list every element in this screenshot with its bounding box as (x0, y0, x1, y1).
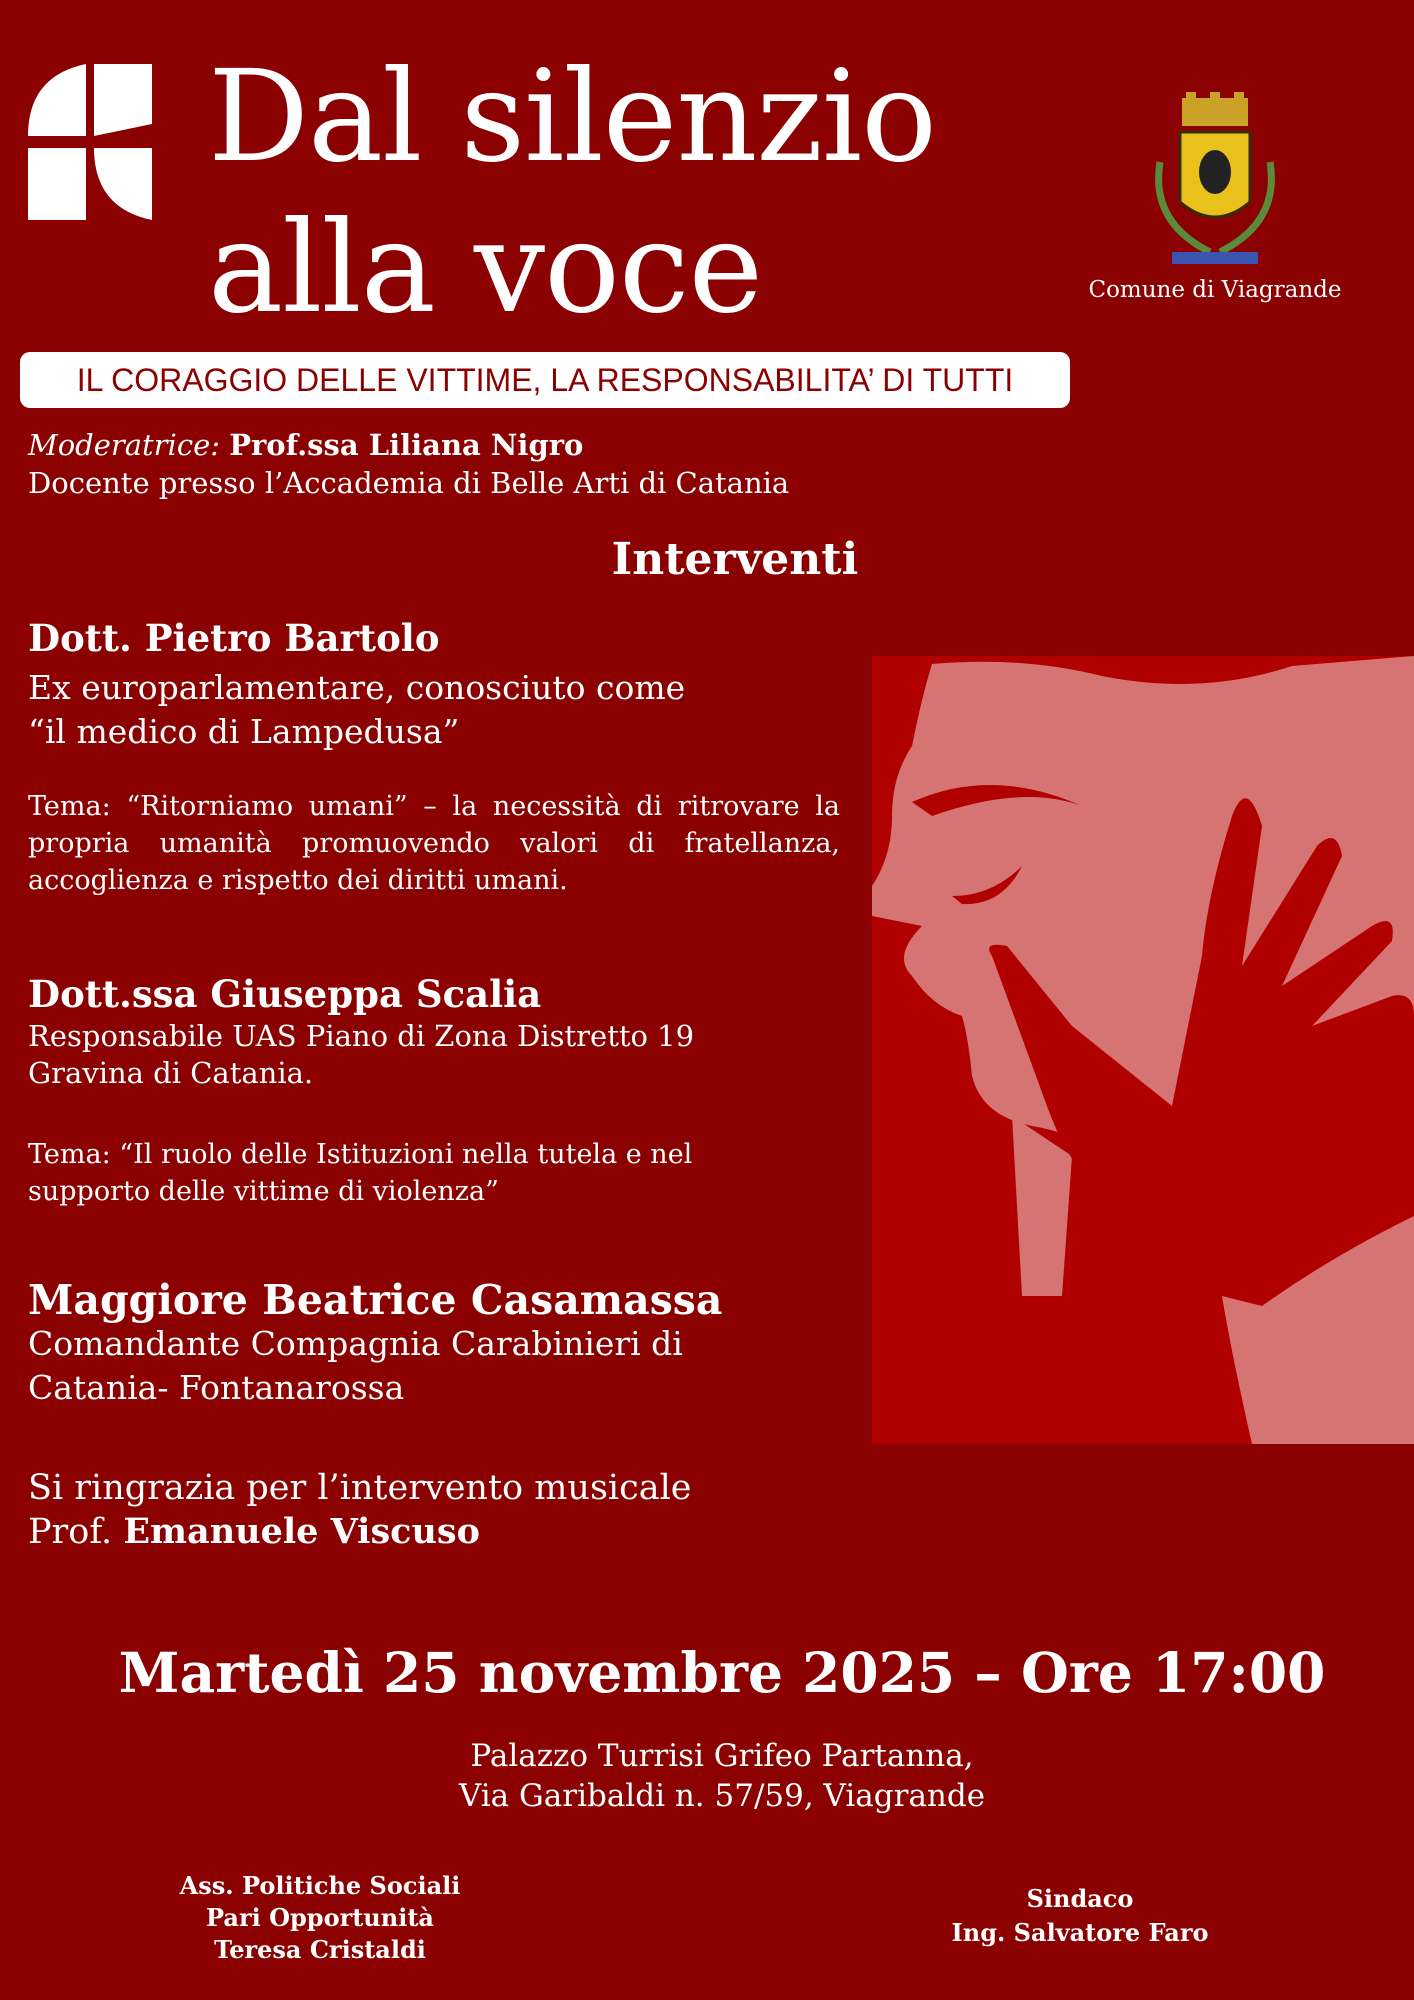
speaker-name: Dott.ssa Giuseppa Scalia (28, 972, 542, 1016)
speaker-role-line: Responsabile UAS Piano di Zona Distretto 19 (28, 1019, 695, 1053)
speaker-role-line: Catania- Fontanarossa (28, 1368, 405, 1407)
speaker-topic (28, 1136, 692, 1210)
assessore-signature (130, 1870, 510, 1966)
event-datetime: Martedì 25 novembre 2025 – Ore 17:00 (118, 1640, 1326, 1705)
musician-name: Emanuele Viscuso (123, 1511, 480, 1552)
speaker-role (28, 666, 685, 754)
assessore-line: Pari Opportunità (206, 1903, 434, 1932)
moderator-description: Docente presso l’Accademia di Belle Arti di Catania (28, 466, 790, 500)
moderator-label: Moderatrice: (28, 428, 220, 462)
thanks-line: Si ringrazia per l’intervento musicale (28, 1468, 692, 1508)
event-title-line1: Dal silenzio (208, 43, 937, 190)
speakers-heading: Interventi (611, 534, 859, 585)
speaker-name: Dott. Pietro Bartolo (28, 616, 440, 660)
speaker-topic-line: Tema: “Il ruolo delle Istituzioni nella tutela e nel (28, 1139, 693, 1170)
event-venue (0, 1736, 1414, 1816)
municipality-name: Comune di Viagrande (1088, 277, 1342, 303)
speaker-topic-line: supporto delle vittime di violenza” (28, 1176, 499, 1207)
venue-line: Palazzo Turrisi Grifeo Partanna, (470, 1738, 974, 1774)
mayor-title: Sindaco (1026, 1884, 1134, 1913)
silenced-face-illustration (872, 656, 1414, 1444)
thanks-note (28, 1466, 691, 1554)
speaker-name: Maggiore Beatrice Casamassa (28, 1276, 723, 1324)
venue-line: Via Garibaldi n. 57/59, Viagrande (458, 1778, 986, 1814)
speaker-role-line: Ex europarlamentare, conosciuto come (28, 668, 686, 707)
subtitle-banner (20, 352, 1070, 408)
event-title-line2: alla voce (208, 194, 763, 341)
speaker-role-line: “il medico di Lampedusa” (28, 712, 460, 751)
thanks-musician-line (28, 1510, 691, 1554)
speaker-role (28, 1018, 694, 1092)
municipal-crest-icon (1140, 92, 1290, 278)
assessore-line: Ass. Politiche Sociali (179, 1871, 461, 1900)
speaker-topic: Tema: “Ritorniamo umani” – la necessità di ritrovare la propria umanità promuovendo valori di fratellanza, accoglienza e rispetto dei diritti umani. (28, 791, 840, 896)
speaker-role-line: Gravina di Catania. (28, 1056, 314, 1090)
speaker-role-line: Comandante Compagnia Carabinieri di (28, 1324, 683, 1363)
mayor-signature (920, 1882, 1240, 1950)
speaker-role (28, 1322, 683, 1410)
moderator-line (28, 428, 583, 462)
assessore-name: Teresa Cristaldi (214, 1935, 426, 1964)
thanks-prefix: Prof. (28, 1512, 113, 1552)
event-logo-icon (28, 64, 152, 220)
moderator-name: Prof.ssa Liliana Nigro (229, 428, 584, 462)
mayor-name: Ing. Salvatore Faro (951, 1918, 1209, 1947)
subtitle-text: IL CORAGGIO DELLE VITTIME, LA RESPONSABILITA’ DI TUTTI (76, 361, 1014, 398)
